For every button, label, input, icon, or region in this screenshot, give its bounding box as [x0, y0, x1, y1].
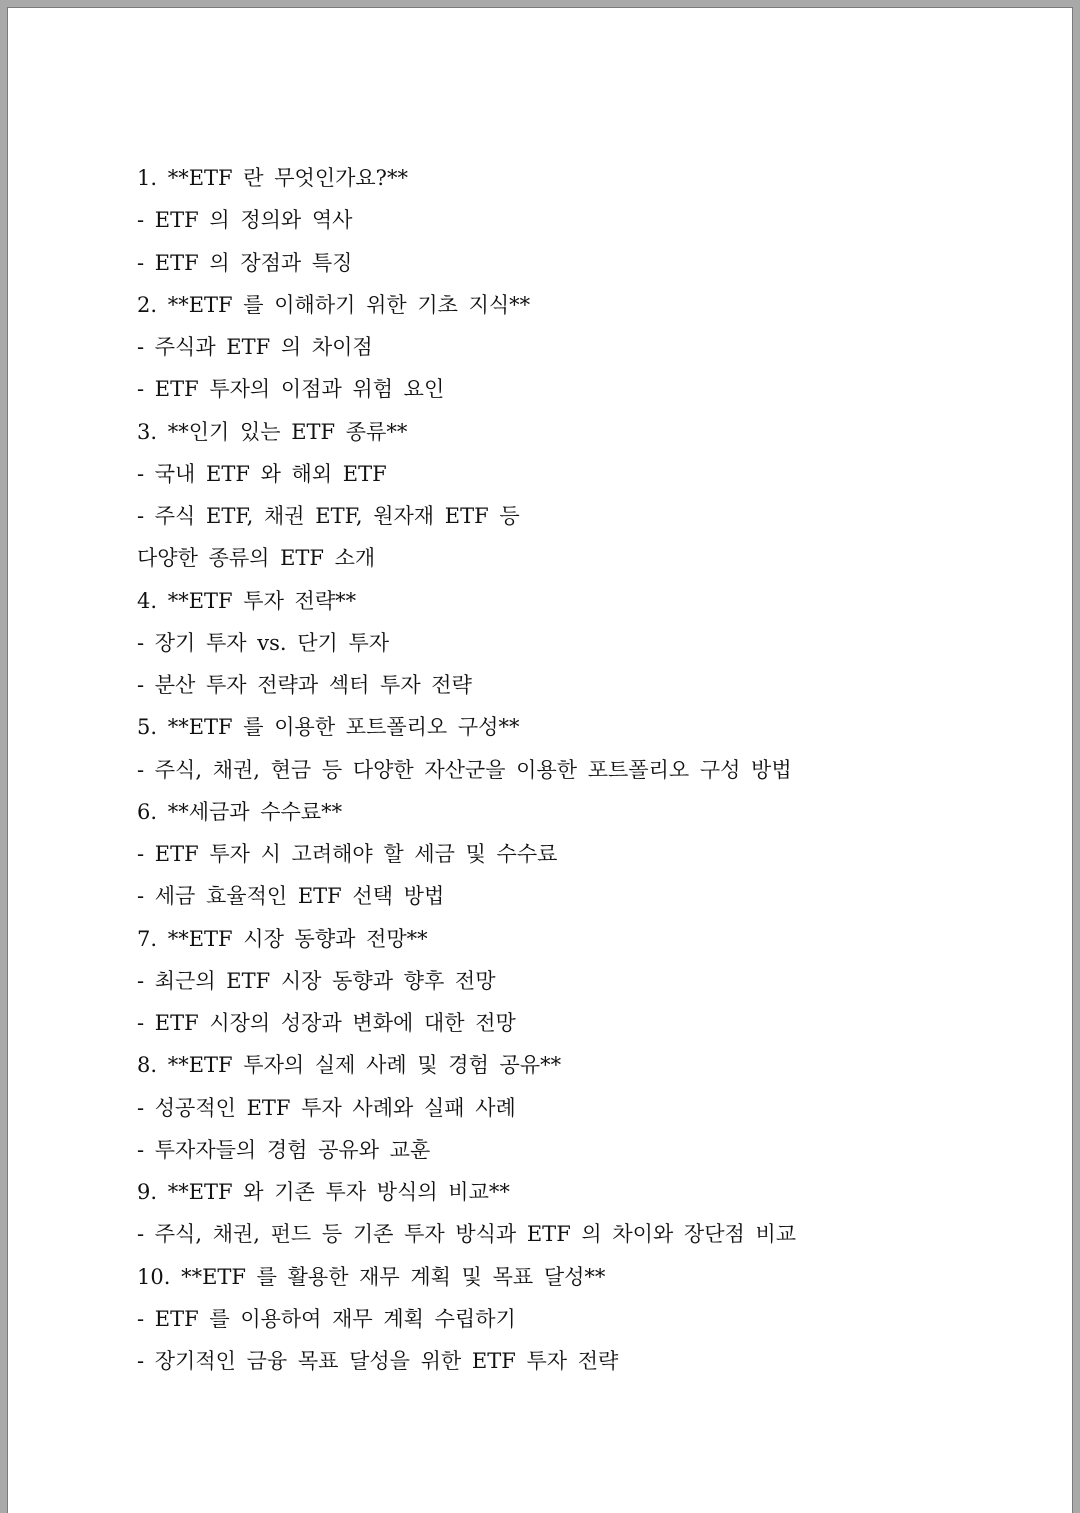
- outline-line: 7. **ETF 시장 동향과 전망**: [137, 926, 428, 951]
- outline-line: 다양한 종류의 ETF 소개: [137, 546, 376, 571]
- outline-line: 2. **ETF 를 이해하기 위한 기초 지식**: [137, 292, 531, 317]
- outline-line: - 최근의 ETF 시장 동향과 향후 전망: [137, 968, 496, 993]
- outline-line: 8. **ETF 투자의 실제 사례 및 경험 공유**: [137, 1053, 562, 1078]
- document-body: [137, 157, 1037, 1382]
- outline-line: - 분산 투자 전략과 섹터 투자 전략: [137, 673, 472, 697]
- outline-line: - ETF 의 정의와 역사: [137, 208, 353, 233]
- outline-line: 5. **ETF 를 이용한 포트폴리오 구성**: [137, 715, 520, 740]
- outline-line: 9. **ETF 와 기존 투자 방식의 비교**: [137, 1180, 510, 1204]
- outline-line: 6. **세금과 수수료**: [137, 799, 343, 824]
- outline-line: - 주식과 ETF 의 차이점: [137, 335, 373, 359]
- outline-line: - 장기적인 금융 목표 달성을 위한 ETF 투자 전략: [137, 1349, 619, 1373]
- outline-line: 10. **ETF 를 활용한 재무 계획 및 목표 달성**: [137, 1264, 606, 1289]
- outline-line: 1. **ETF 란 무엇인가요?**: [137, 166, 408, 190]
- outline-line: - 주식, 채권, 현금 등 다양한 자산군을 이용한 포트폴리오 구성 방법: [137, 757, 792, 782]
- outline-line: - 주식 ETF, 채권 ETF, 원자재 ETF 등: [137, 504, 520, 528]
- outline-line: - 국내 ETF 와 해외 ETF: [137, 461, 387, 486]
- outline-line: - ETF 의 장점과 특징: [137, 250, 353, 275]
- outline-line: 3. **인기 있는 ETF 종류**: [137, 419, 408, 444]
- outline-line: - 투자자들의 경험 공유와 교훈: [137, 1137, 431, 1162]
- outline-line: - ETF 투자 시 고려해야 할 세금 및 수수료: [137, 842, 558, 866]
- outline-line: - ETF 를 이용하여 재무 계획 수립하기: [137, 1306, 516, 1331]
- outline-line: - 성공적인 ETF 투자 사례와 실패 사례: [137, 1095, 516, 1120]
- document-page: [7, 7, 1073, 1513]
- outline-line: - ETF 투자의 이점과 위험 요인: [137, 377, 445, 402]
- outline-line: - ETF 시장의 성장과 변화에 대한 전망: [137, 1011, 516, 1035]
- outline-line: - 주식, 채권, 펀드 등 기존 투자 방식과 ETF 의 차이와 장단점 비교: [137, 1222, 797, 1247]
- outline-line: - 세금 효율적인 ETF 선택 방법: [137, 884, 445, 909]
- outline-line: 4. **ETF 투자 전략**: [137, 588, 357, 613]
- outline-line: - 장기 투자 vs. 단기 투자: [137, 630, 390, 655]
